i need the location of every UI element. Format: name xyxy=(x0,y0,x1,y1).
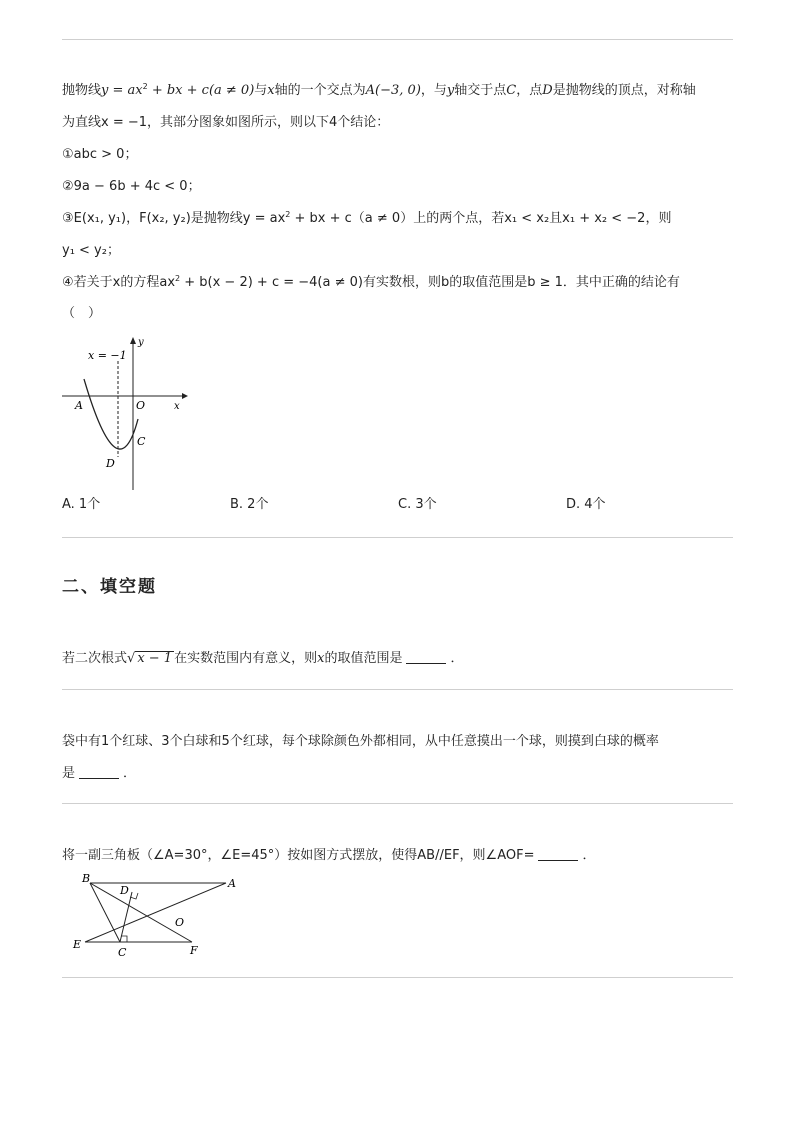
q1-math: x xyxy=(267,83,275,98)
q1-math: D xyxy=(542,83,553,98)
q2-var: x xyxy=(317,651,325,666)
q1-c4-text: + b(x − 2) + c = −4(a ≠ 0)有实数根，则b的取值范围是b ≥ 1．其中正确的结论有 xyxy=(180,275,680,290)
q1-c3-text: + bx + c（a ≠ 0）上的两个点，若x₁ < x₂且x₁ + x₂ < −2，则 xyxy=(290,211,672,226)
q1-conclusion-1: ①abc > 0； xyxy=(62,147,138,162)
q2-text: 若二次根式 xyxy=(62,651,128,666)
q3-answer-blank[interactable] xyxy=(79,766,119,779)
q2-answer-blank[interactable] xyxy=(406,651,446,664)
q2-end: ． xyxy=(450,651,464,666)
q1-text: 是抛物线的顶点，对称轴 xyxy=(552,83,696,98)
q1-math: y xyxy=(446,83,455,98)
q1-line-2: 为直线x = −1，其部分图象如图所示，则以下4个结论： xyxy=(62,115,390,130)
q2-line xyxy=(62,650,463,668)
y-axis-arrow xyxy=(130,337,136,344)
triangle-figure xyxy=(70,870,250,960)
divider-2 xyxy=(62,689,733,690)
q1-conclusion-4 xyxy=(62,274,680,292)
q2-text: 的取值范围是 xyxy=(324,651,403,666)
q1-line-1 xyxy=(62,82,696,100)
q4-answer-blank[interactable] xyxy=(538,848,578,861)
q1-exp: 2 xyxy=(175,274,181,283)
q1-text: ，与 xyxy=(420,83,447,98)
point-e-label: E xyxy=(73,938,82,951)
q2-radicand: x − 1 xyxy=(137,651,173,666)
parabola-figure xyxy=(60,335,200,495)
point-d-label: D xyxy=(120,884,129,897)
point-c-label: C xyxy=(118,946,127,959)
segment-dc xyxy=(120,892,132,942)
choice-c[interactable]: C. 3个 xyxy=(398,497,437,512)
point-o-label: O xyxy=(175,916,185,929)
parabola-curve xyxy=(84,379,138,449)
q1-math: C xyxy=(506,83,517,98)
q1-math: + bx + c(a ≠ 0) xyxy=(147,83,255,98)
point-d-label: D xyxy=(106,457,115,470)
point-b-label: B xyxy=(82,872,91,885)
q1-exp: 2 xyxy=(142,82,148,91)
q4-text: 将一副三角板（∠A=30°，∠E=45°）按如图方式摆放，使得AB//EF，则∠AOF= xyxy=(62,848,535,863)
q1-conclusion-3-cont: y₁ < y₂； xyxy=(62,243,120,258)
q1-math: A(−3, 0) xyxy=(365,83,421,98)
point-a-label: A xyxy=(75,399,83,412)
q1-answer-paren: （ ） xyxy=(62,306,102,321)
q1-exp: 2 xyxy=(285,210,291,219)
symmetry-axis-label: x = −1 xyxy=(88,349,127,362)
q1-text: ，点 xyxy=(516,83,543,98)
x-axis-arrow xyxy=(182,393,188,399)
section-title: 二、填空题 xyxy=(62,577,157,597)
q1-math: y = ax xyxy=(101,83,143,98)
choice-a[interactable]: A. 1个 xyxy=(62,497,101,512)
origin-label: O xyxy=(136,399,146,412)
sqrt-sign: √ xyxy=(127,651,136,666)
choice-d[interactable]: D. 4个 xyxy=(566,497,606,512)
q1-text: 轴的一个交点为 xyxy=(274,83,366,98)
q1-text: 与 xyxy=(254,83,268,98)
q3-line-2 xyxy=(62,765,136,783)
point-f-label: F xyxy=(190,944,198,957)
point-a-label: A xyxy=(228,877,236,890)
q2-text: 在实数范围内有意义，则 xyxy=(174,651,318,666)
divider-4 xyxy=(62,977,733,978)
q1-c3-text: ③E(x₁, y₁)，F(x₂, y₂)是抛物线y = ax xyxy=(62,211,286,226)
point-c-label: C xyxy=(137,435,146,448)
q3-end: ． xyxy=(123,766,137,781)
divider-1 xyxy=(62,537,733,538)
q1-text: 抛物线 xyxy=(62,83,102,98)
q1-conclusion-3 xyxy=(62,210,671,228)
q1-text: 轴交于点 xyxy=(454,83,507,98)
q1-c4-text: ④若关于x的方程ax xyxy=(62,275,176,290)
q4-end: ． xyxy=(582,848,596,863)
q3-text: 是 xyxy=(62,766,76,781)
q4-line xyxy=(62,847,596,865)
top-divider xyxy=(62,39,733,40)
y-axis-label: y xyxy=(138,337,144,348)
choice-b[interactable]: B. 2个 xyxy=(230,497,269,512)
x-axis-label: x xyxy=(174,401,180,412)
right-angle-c xyxy=(121,936,127,942)
q1-conclusion-2: ②9a − 6b + 4c < 0； xyxy=(62,179,201,194)
divider-3 xyxy=(62,803,733,804)
q3-line-1: 袋中有1个红球、3个白球和5个红球，每个球除颜色外都相同，从中任意摸出一个球，则摸到白球的概率 xyxy=(62,734,659,749)
